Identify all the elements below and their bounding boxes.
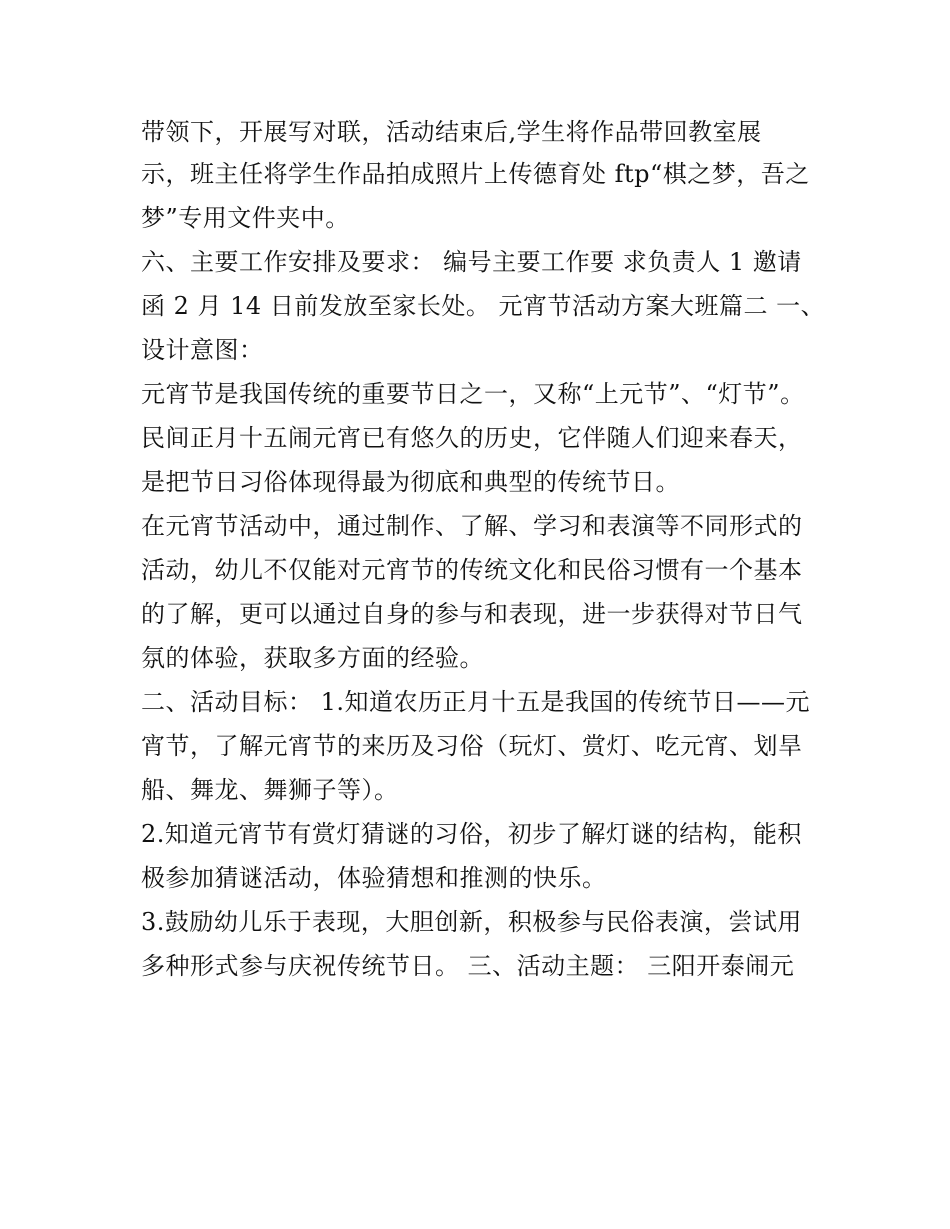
text-line: 元宵节是我国传统的重要节日之一，又称“上元节”、“灯节”。 xyxy=(141,380,805,408)
text-line: 是把节日习俗体现得最为彻底和典型的传统节日。 xyxy=(141,468,680,496)
text-line: 3.鼓励幼儿乐于表现，大胆创新，积极参与民俗表演，尝试用 xyxy=(141,908,802,936)
text-line: 宵节，了解元宵节的来历及习俗（玩灯、赏灯、吃元宵、划旱 xyxy=(141,732,803,760)
text-line: 氛的体验，获取多方面的经验。 xyxy=(141,644,484,672)
text-line: 设计意图： xyxy=(141,336,264,364)
document-body xyxy=(141,112,826,988)
text-line: 带领下，开展写对联，活动结束后,学生将作品带回教室展 xyxy=(141,118,762,146)
text-line: 活动，幼儿不仅能对元宵节的传统文化和民俗习惯有一个基本 xyxy=(141,556,803,584)
text-line: 民间正月十五闹元宵已有悠久的历史，它伴随人们迎来春天， xyxy=(141,424,803,452)
text-line: 2.知道元宵节有赏灯猜谜的习俗，初步了解灯谜的结构，能积 xyxy=(141,820,802,848)
text-line: 函 2 月 14 日前发放至家长处。 元宵节活动方案大班篇二 一、 xyxy=(141,292,826,320)
text-line: 在元宵节活动中，通过制作、了解、学习和表演等不同形式的 xyxy=(141,512,803,540)
text-line: 船、舞龙、舞狮子等）。 xyxy=(141,776,399,804)
text-line: 梦”专用文件夹中。 xyxy=(141,204,350,232)
text-line: 示，班主任将学生作品拍成照片上传德育处 ftp“棋之梦，吾之 xyxy=(141,160,810,188)
text-line: 的了解，更可以通过自身的参与和表现，进一步获得对节日气 xyxy=(141,600,803,628)
text-line: 六、主要工作安排及要求： 编号主要工作要 求负责人 1 邀请 xyxy=(141,248,802,276)
text-line: 多种形式参与庆祝传统节日。 三、活动主题： 三阳开泰闹元 xyxy=(141,952,795,980)
text-line: 极参加猜谜活动，体验猜想和推测的快乐。 xyxy=(141,864,607,892)
text-line: 二、活动目标： 1.知道农历正月十五是我国的传统节日——元 xyxy=(141,688,811,716)
